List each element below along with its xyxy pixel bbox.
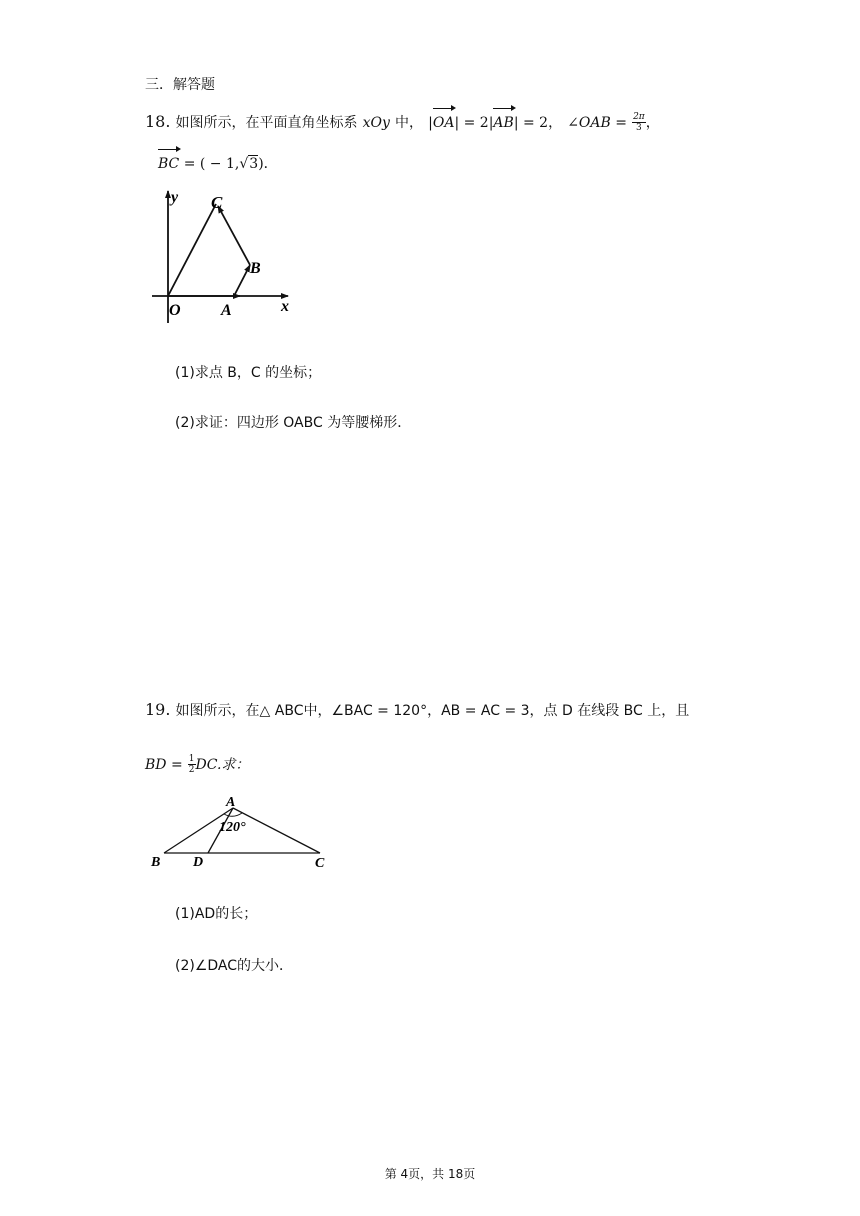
q19-part1: (1)AD的长； — [175, 906, 258, 922]
q18-fraction — [632, 112, 646, 133]
q18-math: | = 2| — [454, 115, 494, 131]
segment-oc — [168, 204, 216, 296]
q18-vector-bc: BC — [158, 152, 179, 176]
q18-vector-oa: OA — [433, 111, 455, 135]
section-title: 三．解答题 — [145, 77, 215, 93]
label-d: D — [193, 855, 204, 870]
q18-xoy: xOy — [362, 115, 390, 131]
label-y: y — [171, 189, 179, 206]
segment-ac — [233, 808, 320, 853]
q18-comma: ， — [645, 115, 660, 131]
q18-angle: ∠OAB = — [567, 115, 627, 131]
label-b: B — [151, 855, 161, 870]
q18-sqrt: 3 — [249, 156, 259, 172]
label-a: A — [221, 302, 232, 319]
label-x: x — [281, 298, 289, 315]
vector-bc — [218, 206, 250, 265]
label-c: C — [315, 856, 325, 871]
frac-numerator: 1 — [188, 754, 195, 764]
q18-text: 如图所示，在平面直角坐标系 — [175, 115, 358, 131]
q19-figure — [148, 792, 333, 874]
q18-part1: (1)求点 B，C 的坐标； — [175, 365, 322, 381]
q18-number: 18. — [145, 112, 171, 131]
q19-number: 19. — [145, 700, 171, 719]
frac-denominator: 2 — [188, 765, 195, 775]
q19-bd: BD = — [145, 757, 183, 773]
label-c: C — [211, 193, 223, 212]
q19-part2: (2)∠DAC的大小． — [175, 958, 294, 974]
q18-math: | = 2， — [513, 115, 563, 131]
angle-arc — [224, 813, 242, 816]
q18-vector-ab: AB — [493, 111, 513, 135]
q18-text: 中， — [395, 115, 424, 131]
q18-math: | — [428, 115, 433, 131]
q19-line2 — [145, 752, 249, 777]
q19-fraction — [188, 754, 196, 775]
frac-numerator: 2π — [633, 112, 645, 122]
q18-line1 — [145, 110, 660, 135]
q18-part2: (2)求证：四边形 OABC 为等腰梯形． — [175, 415, 412, 431]
q18-line2: BC = ( − 1,√3)． — [158, 151, 278, 176]
q19-dc: DC.求： — [195, 757, 250, 773]
q19-line1 — [145, 698, 689, 723]
label-a: A — [226, 795, 236, 810]
q19-text: 如图所示，在△ ABC中，∠BAC = 120°，AB = AC = 3，点 D 在线段 BC 上，且 — [175, 703, 690, 719]
label-o: O — [169, 302, 181, 319]
label-b: B — [250, 260, 261, 277]
frac-denominator: 3 — [636, 123, 642, 133]
label-angle-120: 120° — [219, 820, 246, 835]
q18-figure — [148, 185, 298, 325]
q18-math: = ( − 1, — [179, 156, 240, 172]
vector-ab — [234, 265, 250, 296]
page-footer: 第 4页，共 18页 — [384, 1167, 476, 1181]
q18-math: )． — [258, 156, 278, 172]
